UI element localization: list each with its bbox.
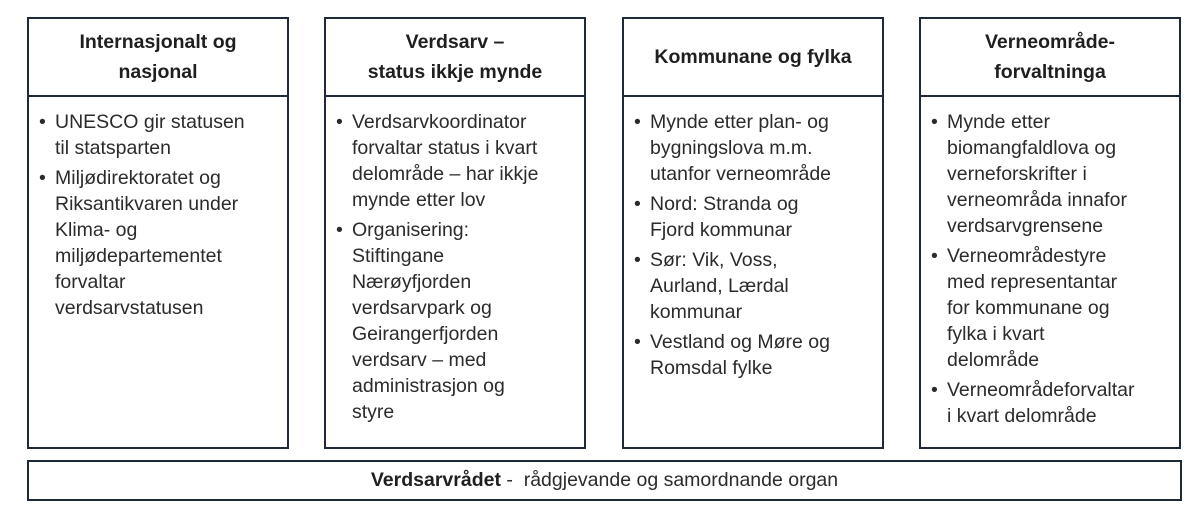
verdsarvradet-bar bbox=[27, 460, 1182, 501]
bullet-text-line: med representantar bbox=[947, 271, 1118, 293]
column-verneomrade bbox=[919, 17, 1181, 449]
bullet-text-line: administrasjon og bbox=[352, 375, 505, 397]
bullet-dot-icon: • bbox=[931, 379, 938, 401]
bullet-item bbox=[37, 165, 277, 321]
column-title-line: Verneområde- bbox=[984, 31, 1116, 53]
bullet-text-line: Vestland og Møre og bbox=[650, 331, 830, 353]
bullet-text-line: verdsarvgrensene bbox=[947, 215, 1104, 237]
bullet-text-line: Klima- og bbox=[55, 219, 138, 241]
bullet-text-line: Verneområdeforvaltar bbox=[947, 379, 1135, 401]
column-title-line: Verdsarv – bbox=[405, 31, 505, 53]
bullet-text-line: Aurland, Lærdal bbox=[650, 275, 789, 297]
bullet-dot-icon: • bbox=[931, 245, 938, 267]
bullet-text-line: verdsarvpark og bbox=[352, 297, 492, 319]
bullet-dot-icon: • bbox=[634, 111, 641, 133]
column-title-line: Internasjonalt og bbox=[79, 31, 237, 53]
bullet-text-line: for kommunane og bbox=[947, 297, 1110, 319]
bullet-text-line: i kvart delområde bbox=[947, 405, 1097, 427]
column-title-line: status ikkje mynde bbox=[367, 61, 543, 83]
bullet-dot-icon: • bbox=[336, 219, 343, 241]
column-header bbox=[624, 19, 882, 97]
bullet-dot-icon: • bbox=[634, 331, 641, 353]
bullet-text-line: verneområda innafor bbox=[947, 189, 1127, 211]
column-verdsarv bbox=[324, 17, 586, 449]
bar-title: Verdsarvrådet bbox=[370, 469, 501, 491]
bullet-text-line: miljødepartementet bbox=[55, 245, 222, 267]
bullet-text-line: Romsdal fylke bbox=[650, 357, 773, 379]
bullet-list bbox=[29, 97, 287, 321]
bullet-text-line: Geirangerfjorden bbox=[352, 323, 499, 345]
bullet-text-line: styre bbox=[352, 401, 395, 423]
column-kommunane bbox=[622, 17, 884, 449]
bullet-text-line: delområde – har ikkje bbox=[352, 163, 539, 185]
bullet-text-line: utanfor verneområde bbox=[650, 163, 832, 185]
bullet-text-line: Verdsarvkoordinator bbox=[352, 111, 527, 133]
bullet-text-line: bygningslova m.m. bbox=[650, 137, 813, 159]
bullet-item bbox=[929, 109, 1169, 239]
bullet-text-line: Organisering: bbox=[352, 219, 470, 241]
bullet-text-line: delområde bbox=[947, 349, 1040, 371]
bullet-text-line: UNESCO gir statusen bbox=[55, 111, 245, 133]
column-internasjonalt bbox=[27, 17, 289, 449]
bullet-text-line: biomangfaldlova og bbox=[947, 137, 1117, 159]
bullet-text-line: fylka i kvart bbox=[947, 323, 1045, 345]
column-header bbox=[29, 19, 287, 97]
bullet-text-line: verneforskrifter i bbox=[947, 163, 1087, 185]
bullet-text-line: Nærøyfjorden bbox=[352, 271, 472, 293]
bullet-text-line: Stiftingane bbox=[352, 245, 445, 267]
bullet-item bbox=[632, 109, 872, 187]
bullet-list bbox=[326, 97, 584, 425]
bullet-text-line: Miljødirektoratet og bbox=[55, 167, 221, 189]
bullet-list bbox=[624, 97, 882, 381]
bullet-text-line: Verneområdestyre bbox=[947, 245, 1107, 267]
bullet-text-line: verdsarv – med bbox=[352, 349, 487, 371]
bar-description: - rådgjevande og samordnande organ bbox=[500, 469, 839, 491]
bullet-dot-icon: • bbox=[39, 111, 46, 133]
bullet-item bbox=[37, 109, 277, 161]
bullet-text-line: Riksantikvaren under bbox=[55, 193, 239, 215]
bullet-text-line: Nord: Stranda og bbox=[650, 193, 799, 215]
bullet-text-line: til statsparten bbox=[55, 137, 171, 159]
column-header bbox=[326, 19, 584, 97]
bullet-text-line: forvaltar status i kvart bbox=[352, 137, 538, 159]
column-title-line: nasjonal bbox=[118, 61, 198, 83]
bullet-dot-icon: • bbox=[931, 111, 938, 133]
column-header bbox=[921, 19, 1179, 97]
bullet-dot-icon: • bbox=[634, 249, 641, 271]
column-title-line: Kommunane og fylka bbox=[654, 46, 852, 68]
bullet-text-line: Sør: Vik, Voss, bbox=[650, 249, 778, 271]
bullet-list bbox=[921, 97, 1179, 429]
bullet-item bbox=[632, 191, 872, 243]
bullet-item bbox=[334, 217, 574, 425]
column-title-line: forvaltninga bbox=[994, 61, 1106, 83]
bullet-item bbox=[632, 329, 872, 381]
bullet-text-line: verdsarvstatusen bbox=[55, 297, 204, 319]
bullet-text-line: mynde etter lov bbox=[352, 189, 486, 211]
bullet-text-line: Mynde etter bbox=[947, 111, 1050, 133]
bullet-dot-icon: • bbox=[336, 111, 343, 133]
bullet-item bbox=[334, 109, 574, 213]
bullet-text-line: Mynde etter plan- og bbox=[650, 111, 829, 133]
bullet-text-line: Fjord kommunar bbox=[650, 219, 792, 241]
bullet-dot-icon: • bbox=[39, 167, 46, 189]
bullet-text-line: forvaltar bbox=[55, 271, 126, 293]
bullet-item bbox=[929, 377, 1169, 429]
bullet-text-line: kommunar bbox=[650, 301, 743, 323]
bullet-item bbox=[929, 243, 1169, 373]
bullet-item bbox=[632, 247, 872, 325]
bullet-dot-icon: • bbox=[634, 193, 641, 215]
